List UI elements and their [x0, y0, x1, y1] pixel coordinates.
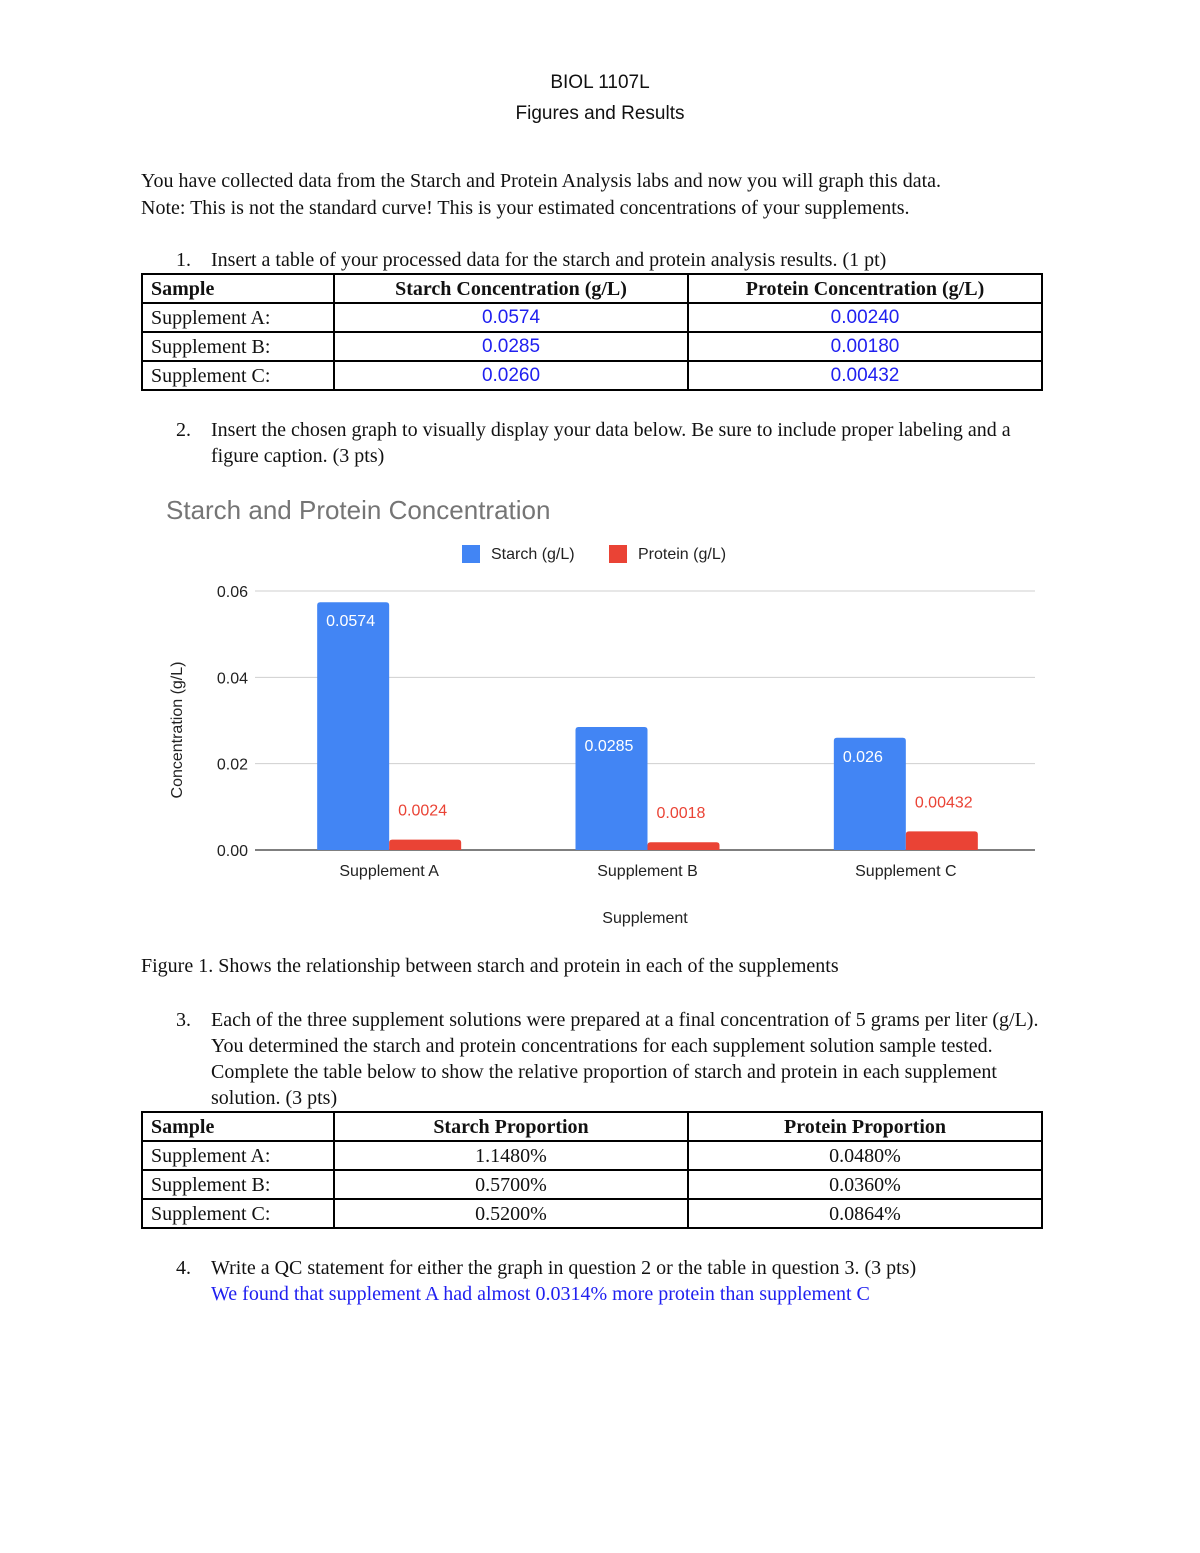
question-3-number: 3.: [176, 1009, 191, 1031]
concentration-table: [141, 273, 1043, 391]
starch-concentration-cell: 0.0574: [334, 303, 688, 332]
sample-cell: Supplement C:: [142, 1199, 334, 1228]
table-header-cell: Sample: [142, 274, 334, 303]
table-row: [142, 303, 1042, 332]
chart-legend: [462, 545, 726, 563]
protein-value-label: 0.0018: [656, 805, 706, 823]
starch-concentration-cell: 0.0285: [334, 332, 688, 361]
sample-cell: Supplement A:: [142, 303, 334, 332]
table-row: [142, 361, 1042, 390]
x-tick-label: Supplement A: [339, 863, 439, 880]
sample-cell: Supplement B:: [142, 332, 334, 361]
legend-swatch-starch: [462, 545, 480, 563]
concentration-bar-chart: [140, 485, 1050, 935]
table-row: [142, 1141, 1042, 1170]
legend-label-protein: Protein (g/L): [638, 546, 727, 563]
figure-caption: Figure 1. Shows the relationship between starch and protein in each of the supplements: [141, 955, 839, 977]
y-tick-label: 0.02: [216, 756, 248, 774]
table-header-cell: Protein Proportion: [688, 1112, 1042, 1141]
protein-bar: [389, 840, 461, 850]
sample-cell: Supplement A:: [142, 1141, 334, 1170]
question-1-text: Insert a table of your processed data for the starch and protein analysis results. (1 pt): [211, 249, 887, 271]
question-2-text: Insert the chosen graph to visually display your data below. Be sure to include proper labeling and a figure caption. (3 pts): [211, 419, 1011, 467]
proportion-table: [141, 1111, 1043, 1229]
intro-line-1: You have collected data from the Starch and Protein Analysis labs and now you will graph this data.: [141, 170, 942, 192]
question-4-text: Write a QC statement for either the graph in question 2 or the table in question 3. (3 pts): [211, 1257, 917, 1279]
x-tick-label: Supplement B: [597, 863, 698, 880]
y-tick-label: 0.00: [216, 843, 248, 860]
starch-value-label: 0.0285: [584, 737, 634, 755]
protein-concentration-cell: 0.00432: [688, 361, 1042, 390]
table-header-row: [142, 274, 1042, 303]
table-header-row: [142, 1112, 1042, 1141]
starch-value-label: 0.026: [842, 748, 883, 766]
question-3-text: Each of the three supplement solutions were prepared at a final concentration of 5 grams per liter (g/L). You determined the starch and protein concentrations for each supplement solution sample tested. Complete the table below to show the relative proportion of starch and protein in each supplement solution. (3 pts): [211, 1009, 1039, 1109]
y-tick-label: 0.06: [216, 584, 248, 601]
sample-cell: Supplement B:: [142, 1170, 334, 1199]
chart-y-ticks: [217, 584, 248, 860]
protein-value-label: 0.00432: [914, 794, 973, 812]
protein-concentration-cell: 0.00240: [688, 303, 1042, 332]
question-1-number: 1.: [176, 249, 191, 271]
legend-label-starch: Starch (g/L): [491, 546, 575, 563]
y-tick-label: 0.04: [216, 670, 248, 688]
y-axis-label: Concentration (g/L): [169, 661, 186, 799]
intro-line-2: Note: This is not the standard curve! This is your estimated concentrations of your supplements.: [141, 197, 910, 219]
table-header-cell: Starch Proportion: [334, 1112, 688, 1141]
table-header-cell: Sample: [142, 1112, 334, 1141]
starch-bar: [317, 602, 389, 850]
starch-proportion-cell: 1.1480%: [334, 1141, 688, 1170]
protein-proportion-cell: 0.0480%: [688, 1141, 1042, 1170]
starch-concentration-cell: 0.0260: [334, 361, 688, 390]
question-2-number: 2.: [176, 419, 191, 441]
protein-concentration-cell: 0.00180: [688, 332, 1042, 361]
qc-statement-answer: We found that supplement A had almost 0.0314% more protein than supplement C: [211, 1283, 870, 1305]
protein-bar: [648, 842, 720, 850]
page-subtitle: Figures and Results: [515, 103, 685, 124]
legend-swatch-protein: [609, 545, 627, 563]
protein-value-label: 0.0024: [398, 802, 448, 820]
table-header-cell: Starch Concentration (g/L): [334, 274, 688, 303]
x-tick-label: Supplement C: [855, 863, 957, 880]
starch-value-label: 0.0574: [326, 613, 376, 631]
starch-proportion-cell: 0.5200%: [334, 1199, 688, 1228]
chart-x-ticks: [339, 863, 956, 880]
table-header-cell: Protein Concentration (g/L): [688, 274, 1042, 303]
table-row: [142, 1170, 1042, 1199]
protein-proportion-cell: 0.0864%: [688, 1199, 1042, 1228]
sample-cell: Supplement C:: [142, 361, 334, 390]
table-row: [142, 332, 1042, 361]
table-row: [142, 1199, 1042, 1228]
protein-bar: [906, 831, 978, 850]
question-4-number: 4.: [176, 1257, 191, 1279]
course-title: BIOL 1107L: [550, 72, 650, 93]
chart-title: Starch and Protein Concentration: [166, 495, 551, 525]
protein-proportion-cell: 0.0360%: [688, 1170, 1042, 1199]
starch-proportion-cell: 0.5700%: [334, 1170, 688, 1199]
x-axis-label: Supplement: [602, 910, 688, 927]
